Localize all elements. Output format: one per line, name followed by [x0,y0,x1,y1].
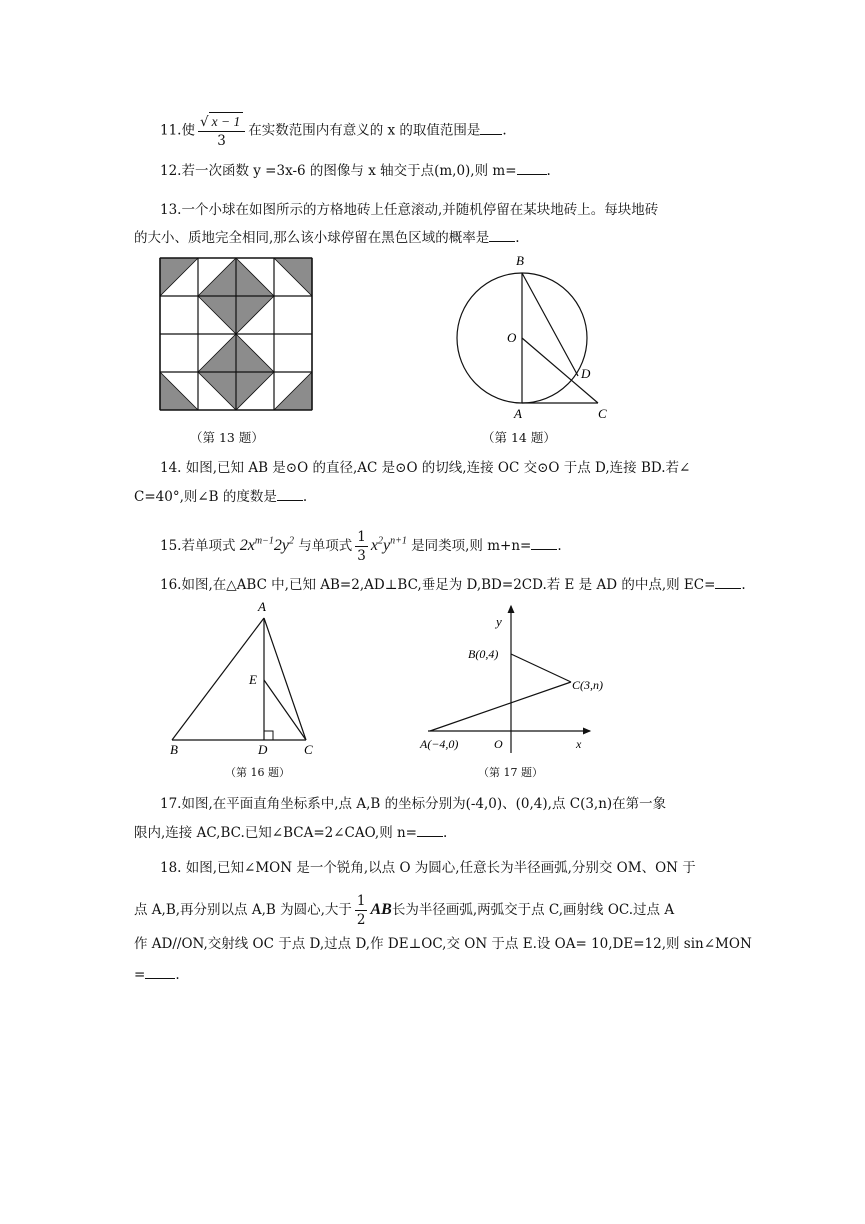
q18-line3: 作 AD//ON,交射线 OC 于点 D,过点 D,作 DE⊥OC,交 ON 于点 E.设 OA= 10,DE=12,则 sin∠MON [134,936,752,952]
label-x: x [576,737,582,751]
label-d: D [581,366,591,381]
label-o: O [494,737,503,751]
segment-ac [430,682,571,731]
q18-line1: 18. 如图,已知∠MON 是一个锐角,以点 O 为圆心,任意长为半径画弧,分别交 OM、ON 于 [160,860,696,876]
label-d: D [258,742,268,757]
figure-16-triangle [160,598,330,758]
q18-line4: = . [134,964,180,985]
right-angle-mark [264,731,273,740]
q16-answer-blank [715,574,741,589]
label-y: y [496,614,502,629]
q11-answer-blank [480,120,502,135]
q14-answer-blank [277,486,303,501]
q18-answer-blank [145,964,175,979]
figure-17-coordinate-plane [418,598,603,758]
label-a: A [258,599,266,614]
figure-13-tile-grid [160,258,312,410]
label-c: C [304,742,313,757]
shaded-triangle-bottom-right [274,372,312,410]
q15-monomial-1: $2x^{m-1}2y^2$ [239,535,294,554]
q11: 11.使 $\frac{√ x - 1}{3}$ 在实数范围内有意义的 x 的取值范围是 . [160,114,507,149]
figure-13-caption: （第 13 题） [190,430,264,445]
segment-bd [522,273,578,376]
q11-sqrt-sign: √ [199,114,209,130]
q15-fraction: $\frac{1}{3}$ [357,529,366,564]
shaded-triangle-top-right [274,258,312,296]
q17-line1: 17.如图,在平面直角坐标系中,点 A,B 的坐标分别为(-4,0)、(0,4),点 C(3,n)在第一象 [160,796,667,812]
label-b: B [516,253,524,268]
figure-14-caption: （第 14 题） [482,430,556,445]
q15: 15.若单项式 $2x^{m-1}2y^2$ 与单项式 $\frac{1}{3}$ $x^2y^{n+1}$ 是同类项,则 m+n= . [160,529,562,564]
label-a: A(−4,0) [420,737,459,751]
q11-fraction: $\frac{√ x - 1}{3}$ [198,112,245,150]
q17-answer-blank [417,822,443,837]
q13-line2: 的大小、质地完全相同,那么该小球停留在黑色区域的概率是 . [134,227,520,248]
q14-line1: 14. 如图,已知 AB 是⊙O 的直径,AC 是⊙O 的切线,连接 OC 交⊙O 于点 D,连接 BD.若∠ [160,460,691,476]
q18-line2: 点 A,B,再分别以点 A,B 为圆心,大于 $\frac{1}{2}$ AB长为半径画弧,两弧交于点 C,画射线 OC.过点 A [134,893,675,928]
label-b: B [170,742,178,757]
shaded-triangle-top-left [160,258,198,296]
label-c: C [598,406,607,421]
label-o: O [507,330,517,345]
label-c: C(3,n) [572,678,603,692]
q12-answer-blank [517,160,547,175]
q12: 12.若一次函数 y =3x-6 的图像与 x 轴交于点(m,0),则 m= . [160,160,551,181]
q18-ab: AB [370,901,392,918]
label-b: B(0,4) [468,647,499,661]
label-a: A [514,406,522,421]
grid-lines [160,258,312,410]
label-e: E [249,672,257,687]
q13-line1: 13.一个小球在如图所示的方格地砖上任意滚动,并随机停留在某块地砖上。每块地砖 [160,202,659,218]
q15-monomial-2: $x^2y^{n+1}$ [370,535,407,554]
side-ac [264,618,306,740]
q17-line2: 限内,连接 AC,BC.已知∠BCA=2∠CAO,则 n= . [134,822,447,843]
segment-bc [511,654,571,682]
figure-14-circle [450,250,625,430]
q18-fraction: $\frac{1}{2}$ [356,893,366,928]
figure-17-caption: （第 17 题） [478,766,543,779]
figure-16-caption: （第 16 题） [225,766,290,779]
q16: 16.如图,在△ABC 中,已知 AB=2,AD⊥BC,垂足为 D,BD=2CD.若 E 是 AD 的中点,则 EC= . [160,574,746,595]
q13-answer-blank [489,227,515,242]
q14-line2: C=40°,则∠B 的度数是 . [134,486,307,507]
q15-answer-blank [531,535,557,550]
shaded-triangle-bottom-left [160,372,198,410]
